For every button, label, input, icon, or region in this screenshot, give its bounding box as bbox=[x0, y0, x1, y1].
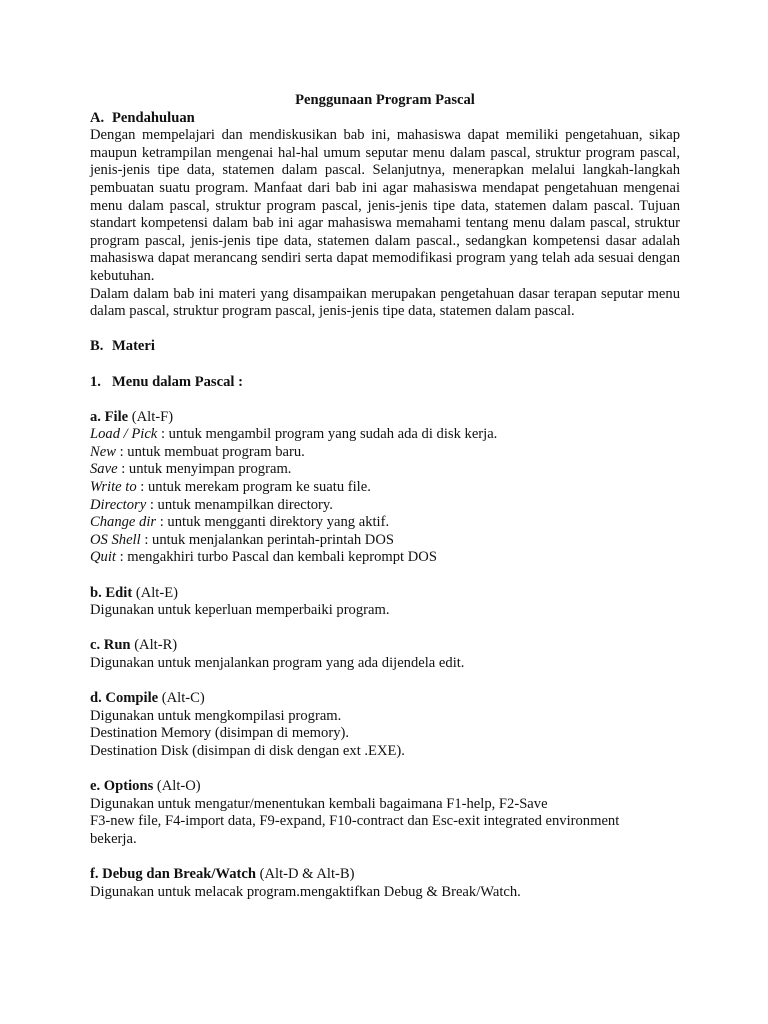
section-b-title: Materi bbox=[112, 338, 155, 355]
menu-file-item-desc: : untuk merekam program ke suatu file. bbox=[136, 479, 371, 496]
menu-file-item-term: Directory bbox=[90, 496, 147, 513]
menu-compile-desc: Destination Memory (disimpan di memory). bbox=[90, 725, 349, 742]
subsection-1-number: 1. bbox=[90, 373, 101, 390]
menu-file-item-term: OS Shell bbox=[90, 531, 141, 548]
menu-file-item-desc: : mengakhiri turbo Pascal dan kembali keprompt DOS bbox=[115, 549, 437, 566]
menu-file-item-term: Write to bbox=[90, 479, 137, 496]
menu-edit-desc: Digunakan untuk keperluan memperbaiki program. bbox=[90, 602, 390, 619]
menu-run-name: c. Run bbox=[90, 637, 131, 654]
menu-debug-desc: Digunakan untuk melacak program.mengaktifkan Debug & Break/Watch. bbox=[90, 883, 521, 900]
menu-compile-desc: Digunakan untuk mengkompilasi program. bbox=[90, 707, 342, 724]
menu-options-name: e. Options bbox=[90, 778, 154, 795]
menu-file-name: a. File bbox=[90, 408, 129, 425]
menu-file-item-desc: : untuk menjalankan perintah-printah DOS bbox=[140, 531, 394, 548]
menu-compile-name: d. Compile bbox=[90, 690, 159, 707]
subsection-1-heading bbox=[90, 374, 680, 392]
menu-options-shortcut: (Alt-O) bbox=[153, 778, 201, 795]
menu-edit-shortcut: (Alt-E) bbox=[132, 584, 178, 601]
menu-file-item bbox=[90, 549, 680, 567]
menu-debug-shortcut: (Alt-D & Alt-B) bbox=[255, 866, 355, 883]
menu-debug-name: f. Debug dan Break/Watch bbox=[90, 866, 256, 883]
menu-compile-shortcut: (Alt-C) bbox=[158, 690, 205, 707]
menu-file-item-desc: : untuk membuat program baru. bbox=[115, 443, 305, 460]
menu-options-desc: Digunakan untuk mengatur/menentukan kembali bagaimana F1-help, F2-Save bbox=[90, 795, 548, 812]
section-b-number: B. bbox=[90, 338, 104, 355]
menu-run-desc: Digunakan untuk menjalankan program yang ada dijendela edit. bbox=[90, 655, 465, 671]
menu-file-item-term: Save bbox=[90, 461, 118, 478]
menu-file-item-desc: : untuk mengganti direktory yang aktif. bbox=[156, 514, 390, 531]
menu-file-item bbox=[90, 532, 680, 550]
subsection-1-title: Menu dalam Pascal : bbox=[112, 373, 243, 390]
intro-paragraph-1: Dengan mempelajari dan mendiskusikan bab ini, mahasiswa dapat memiliki pengetahuan, sikap maupun ketrampilan mengenai hal-hal umum seputar menu dalam pascal, struktur program pascal, jenis-jenis tipe data, statemen dalam pascal. Selanjutnya, menerapkan melalui langkah-langkah pembuatan suatu program. Manfaat dari bab ini agar mahasiswa mendapat pengetahuan mengenai menu dalam pascal, struktur program pascal, jenis-jenis tipe data, statemen dalam pascal. Tujuan standart kompetensi dalam bab ini agar mahasiswa memahami tentang menu dalam pascal, struktur program pascal, jenis-jenis tipe data, statemen dalam pascal., sedangkan kompetensi dasar adalah mahasiswa dapat merancang sendiri serta dapat memodifikasi program yang telah ada sesuai dengan kebutuhan. bbox=[90, 127, 680, 284]
menu-file-item bbox=[90, 514, 680, 532]
menu-run-heading bbox=[90, 637, 680, 655]
menu-file-item-term: Quit bbox=[90, 549, 116, 566]
menu-file-item bbox=[90, 426, 680, 444]
section-a-number: A. bbox=[90, 109, 105, 126]
page-title: Penggunaan Program Pascal bbox=[295, 92, 475, 108]
menu-file-heading bbox=[90, 409, 680, 427]
menu-file-item-term: Load / Pick bbox=[90, 426, 158, 443]
menu-compile-desc: Destination Disk (disimpan di disk dengan ext .EXE). bbox=[90, 742, 405, 759]
menu-file-item bbox=[90, 461, 680, 479]
menu-file-shortcut: (Alt-F) bbox=[128, 408, 174, 425]
menu-file-item bbox=[90, 497, 680, 515]
menu-edit-name: b. Edit bbox=[90, 584, 133, 601]
menu-file-item-desc: : untuk menyimpan program. bbox=[117, 461, 292, 478]
menu-debug-heading bbox=[90, 866, 680, 884]
menu-file-item-desc: : untuk mengambil program yang sudah ada di disk kerja. bbox=[157, 426, 498, 443]
menu-file-item bbox=[90, 444, 680, 462]
menu-file-item bbox=[90, 479, 680, 497]
menu-compile-heading bbox=[90, 690, 680, 708]
section-b-heading bbox=[90, 338, 680, 356]
menu-options-desc: F3-new file, F4-import data, F9-expand, F10-contract dan Esc-exit integrated environment bbox=[90, 813, 620, 830]
menu-file-item-desc: : untuk menampilkan directory. bbox=[146, 496, 333, 513]
menu-file-item-term: Change dir bbox=[90, 514, 157, 531]
section-a-title: Pendahuluan bbox=[112, 109, 195, 126]
menu-options-heading bbox=[90, 778, 680, 796]
section-a-heading bbox=[90, 110, 680, 128]
menu-run-shortcut: (Alt-R) bbox=[130, 637, 178, 654]
menu-file-item-term: New bbox=[90, 443, 116, 460]
menu-options-desc: bekerja. bbox=[90, 830, 137, 847]
menu-edit-heading bbox=[90, 585, 680, 603]
intro-paragraph-2: Dalam dalam bab ini materi yang disampaikan merupakan pengetahuan dasar terapan seputar menu dalam pascal, struktur program pascal, jenis-jenis tipe data, statemen dalam pascal. bbox=[90, 285, 680, 320]
